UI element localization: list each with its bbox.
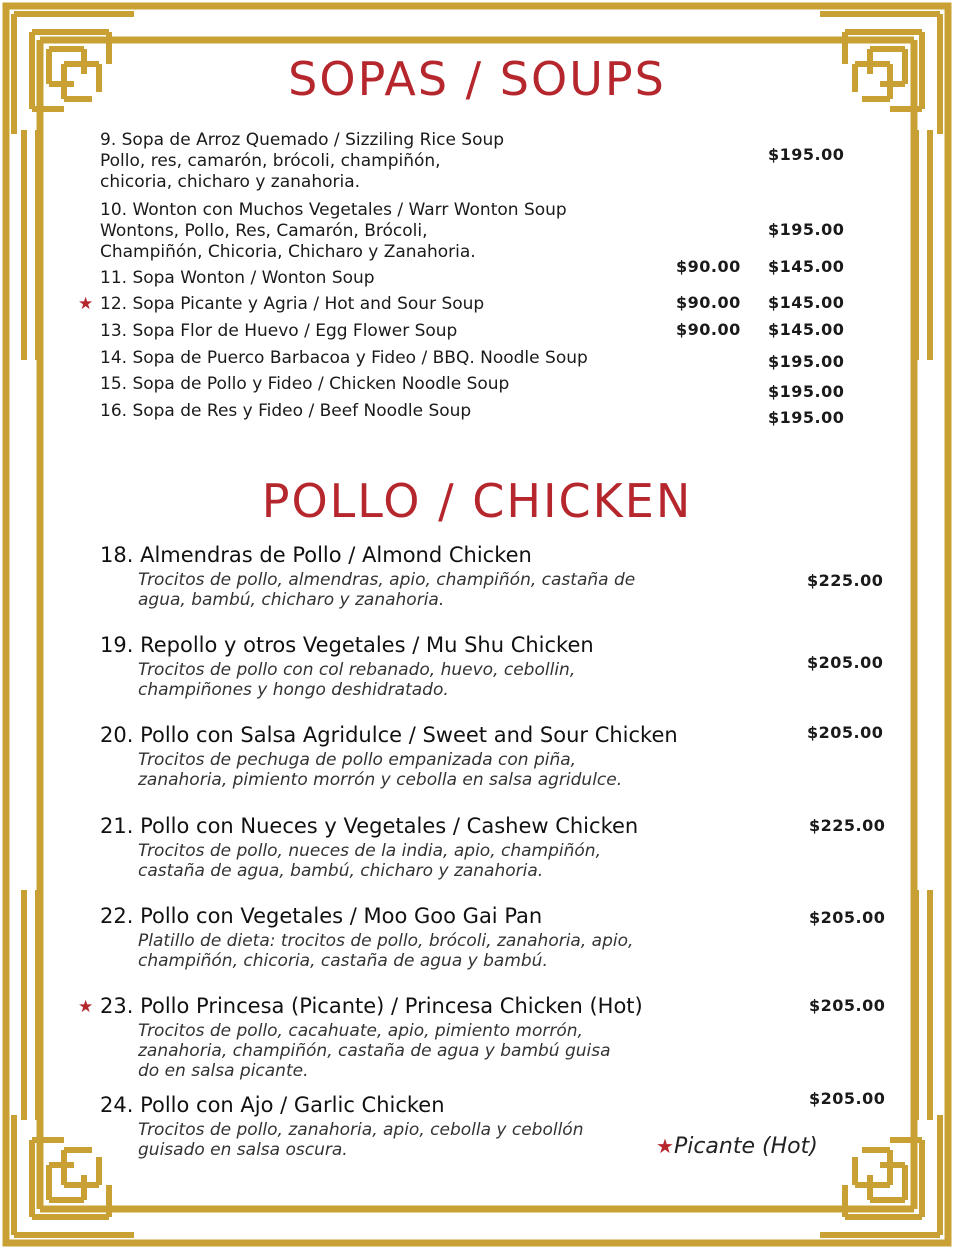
dish-name: 20. Pollo con Salsa Agridulce / Sweet and Sour Chicken — [100, 723, 678, 747]
soup-price-large: $195.00 — [768, 382, 845, 401]
soup-item-name: 16. Sopa de Res y Fideo / Beef Noodle Soup — [100, 401, 472, 421]
dish-description — [138, 660, 575, 700]
dish-description-line: castaña de agua, bambú, chicharo y zanahoria. — [138, 861, 544, 881]
soup-item-text — [100, 200, 567, 263]
dish-description-line: do en salsa picante. — [138, 1061, 309, 1081]
dish-name: 22. Pollo con Vegetales / Moo Goo Gai Pan — [100, 904, 543, 928]
dish-description — [138, 750, 622, 790]
soup-item-name: 14. Sopa de Puerco Barbacoa y Fideo / BBQ. Noodle Soup — [100, 348, 588, 368]
dish-name: 18. Almendras de Pollo / Almond Chicken — [100, 543, 532, 567]
dish-description-line: champiñones y hongo deshidratado. — [138, 680, 449, 700]
dish-description-line: Trocitos de pollo, nueces de la india, apio, champiñón, — [138, 841, 601, 861]
soups-section-title: SOPAS / SOUPS — [288, 52, 666, 106]
soup-item-text — [100, 268, 375, 289]
dish-name: 19. Repollo y otros Vegetales / Mu Shu Chicken — [100, 633, 594, 657]
dish-description — [138, 1021, 611, 1081]
dish-description-line: zanahoria, pimiento morrón y cebolla en salsa agridulce. — [138, 770, 623, 790]
dish-description-line: Trocitos de pechuga de pollo empanizada con piña, — [138, 750, 577, 770]
dish-description-line: champiñón, chicoria, castaña de agua y bambú. — [138, 951, 548, 971]
spicy-star-icon: ★ — [78, 997, 94, 1017]
soup-item-name: 12. Sopa Picante y Agria / Hot and Sour Soup — [100, 294, 485, 314]
soup-price-large: $195.00 — [768, 220, 845, 239]
dish-name: 23. Pollo Princesa (Picante) / Princesa Chicken (Hot) — [100, 994, 643, 1018]
dish-price: $225.00 — [807, 571, 884, 590]
soup-item-text — [100, 130, 504, 193]
spicy-legend-label: Picante (Hot) — [673, 1134, 818, 1159]
soup-item-ingredients: Pollo, res, camarón, brócoli, champiñón, — [100, 151, 441, 171]
soup-item-name: 11. Sopa Wonton / Wonton Soup — [100, 268, 375, 288]
dish-price: $205.00 — [809, 908, 886, 927]
dish-name: 24. Pollo con Ajo / Garlic Chicken — [100, 1093, 445, 1117]
soup-price-small: $90.00 — [676, 293, 741, 312]
soup-price-small: $90.00 — [676, 320, 741, 339]
dish-description — [138, 931, 633, 971]
dish-description-line: Trocitos de pollo, cacahuate, apio, pimiento morrón, — [138, 1021, 583, 1041]
spicy-star-icon: ★ — [78, 294, 94, 314]
spicy-star-icon: ★ — [656, 1134, 674, 1158]
soup-price-large: $195.00 — [768, 408, 845, 427]
dish-price: $205.00 — [807, 723, 884, 742]
soup-price-large: $145.00 — [768, 257, 845, 276]
soup-item-ingredients: chicoria, chicharo y zanahoria. — [100, 172, 361, 192]
dish-name: 21. Pollo con Nueces y Vegetales / Cashew Chicken — [100, 814, 639, 838]
soup-price-large: $145.00 — [768, 293, 845, 312]
dish-price: $205.00 — [807, 653, 884, 672]
dish-description-line: agua, bambú, chicharo y zanahoria. — [138, 590, 445, 610]
dish-price: $205.00 — [809, 996, 886, 1015]
soup-price-large: $195.00 — [768, 352, 845, 371]
soup-item-name: 10. Wonton con Muchos Vegetales / Warr Wonton Soup — [100, 200, 567, 220]
dish-price: $225.00 — [809, 816, 886, 835]
dish-description — [138, 1120, 584, 1160]
soup-item-text — [100, 401, 471, 422]
dish-description-line: zanahoria, champiñón, castaña de agua y bambú guisa — [138, 1041, 611, 1061]
soup-item-text — [100, 294, 484, 315]
soup-item-text — [100, 348, 588, 369]
soup-price-large: $145.00 — [768, 320, 845, 339]
soup-item-name: 15. Sopa de Pollo y Fideo / Chicken Noodle Soup — [100, 374, 510, 394]
soup-item-text — [100, 374, 509, 395]
soup-item-ingredients: Champiñón, Chicoria, Chicharo y Zanahoria. — [100, 242, 476, 262]
dish-description — [138, 841, 601, 881]
chicken-section-title: POLLO / CHICKEN — [261, 474, 693, 528]
dish-price: $205.00 — [809, 1089, 886, 1108]
soup-item-name: 9. Sopa de Arroz Quemado / Sizziling Rice Soup — [100, 130, 505, 150]
dish-description — [138, 570, 635, 610]
dish-description-line: guisado en salsa oscura. — [138, 1140, 348, 1160]
soup-item-ingredients: Wontons, Pollo, Res, Camarón, Brócoli, — [100, 221, 428, 241]
soup-price-large: $195.00 — [768, 145, 845, 164]
dish-description-line: Trocitos de pollo, almendras, apio, champiñón, castaña de — [138, 570, 636, 590]
soup-item-text — [100, 321, 457, 342]
soup-price-small: $90.00 — [676, 257, 741, 276]
dish-description-line: Platillo de dieta: trocitos de pollo, brócoli, zanahoria, apio, — [138, 931, 634, 951]
spicy-legend — [656, 1134, 818, 1159]
dish-description-line: Trocitos de pollo, zanahoria, apio, cebolla y cebollón — [138, 1120, 584, 1140]
dish-description-line: Trocitos de pollo con col rebanado, huevo, cebollin, — [138, 660, 576, 680]
soup-item-name: 13. Sopa Flor de Huevo / Egg Flower Soup — [100, 321, 458, 341]
